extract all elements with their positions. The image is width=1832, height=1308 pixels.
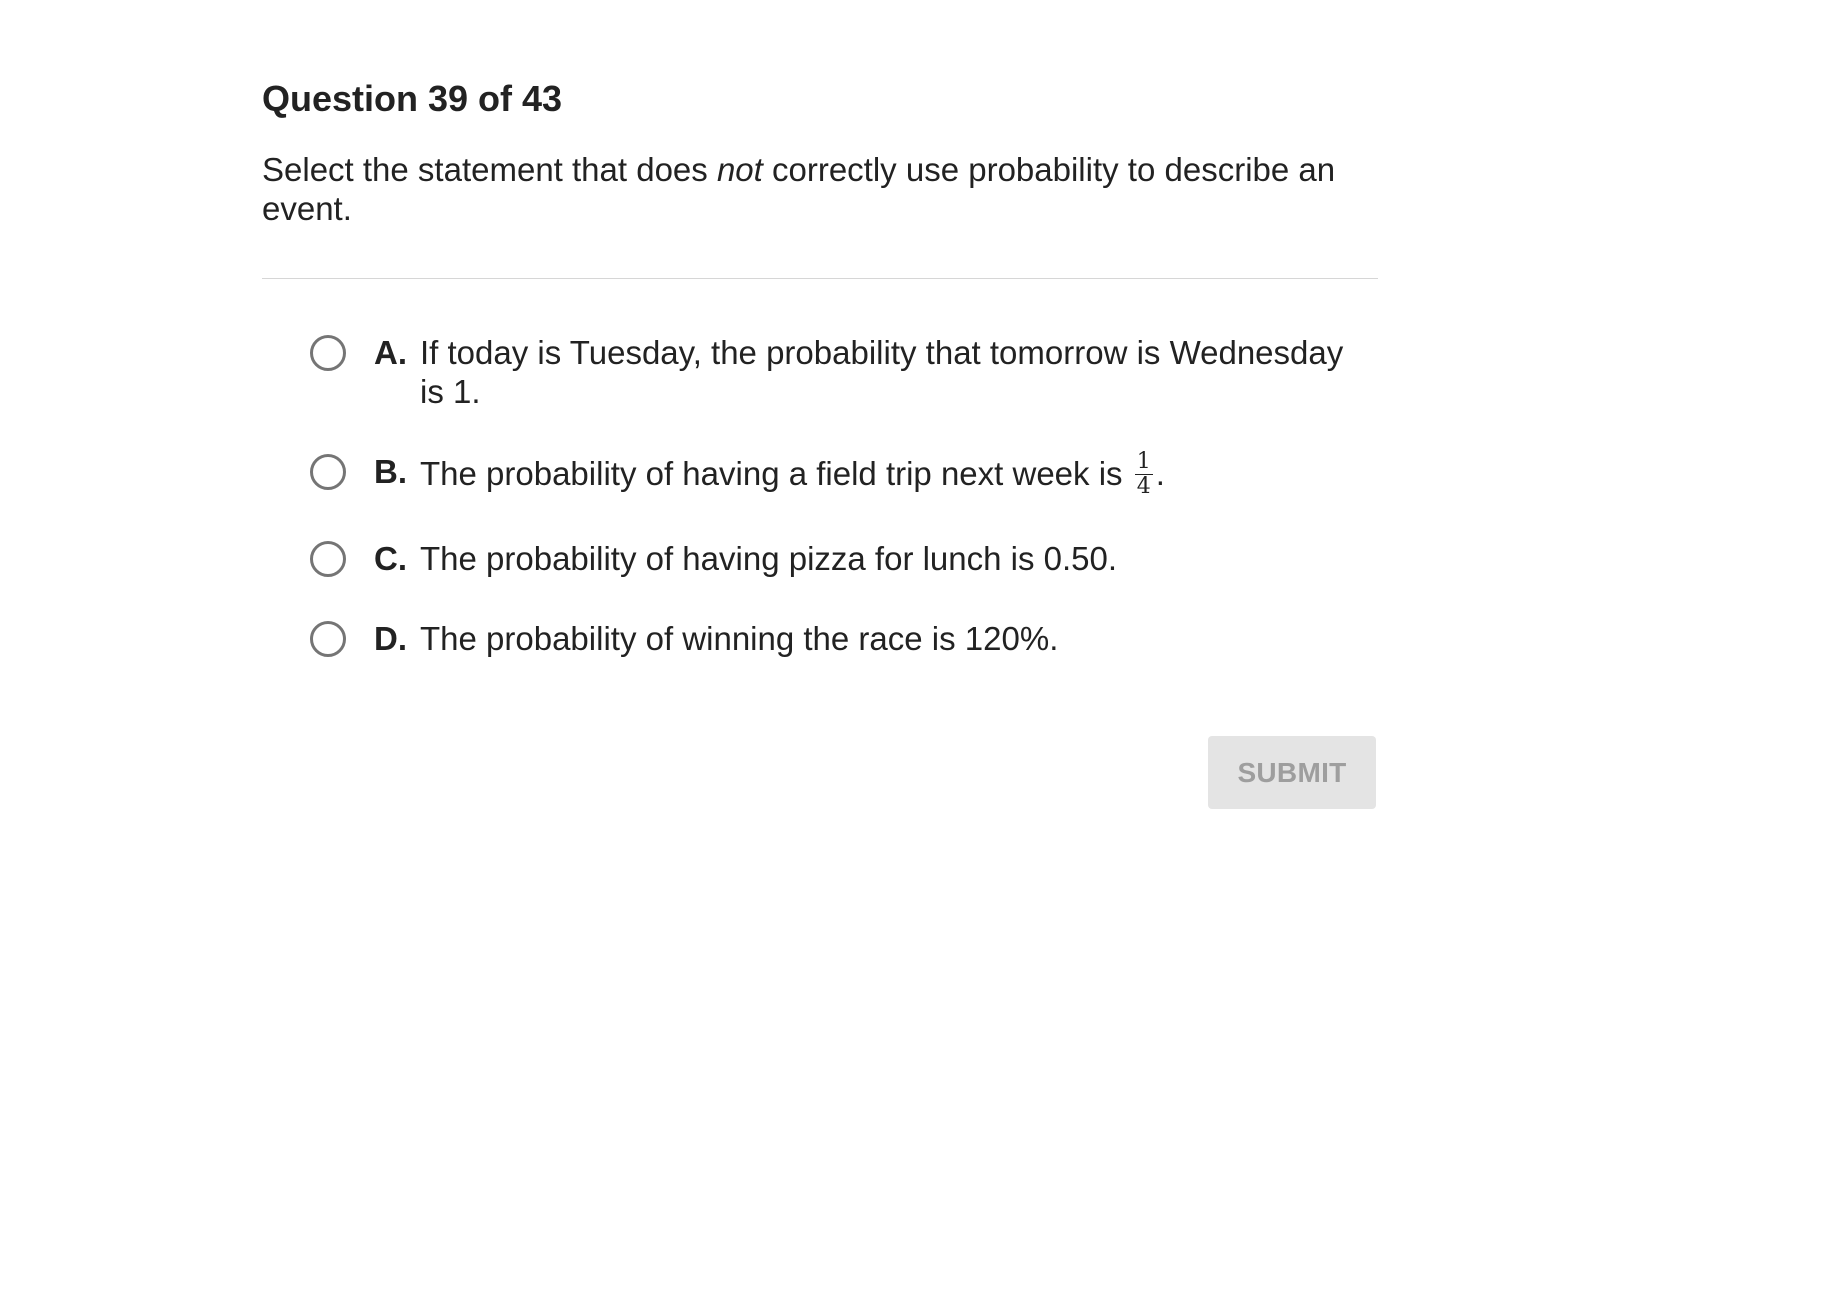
fraction-denominator: 4: [1136, 474, 1151, 499]
divider: [262, 278, 1378, 279]
question-counter: Question 39 of 43: [262, 78, 563, 119]
fraction-numerator: 1: [1136, 449, 1151, 474]
option-text: [420, 449, 1370, 501]
option-text: The probability of winning the race is 120%.: [420, 620, 1059, 657]
option-text-end: .: [1155, 455, 1165, 493]
prompt-text-start: Select the statement that does: [262, 151, 717, 188]
question-panel: [262, 78, 1378, 658]
answer-option-d[interactable]: [310, 619, 1378, 658]
option-letter: A.: [374, 334, 407, 371]
option-text: The probability of having pizza for lunch is 0.50.: [420, 540, 1118, 577]
submit-button[interactable]: SUBMIT: [1208, 736, 1376, 809]
radio-circle-icon[interactable]: [310, 454, 346, 490]
radio-circle-icon[interactable]: [310, 541, 346, 577]
prompt-emphasis: not: [716, 151, 763, 188]
radio-circle-icon[interactable]: [310, 335, 346, 371]
option-text: If today is Tuesday, the probability that tomorrow is Wednesday is 1.: [420, 334, 1344, 410]
option-letter: B.: [374, 453, 407, 490]
option-letter: C.: [374, 540, 407, 577]
option-letter: D.: [374, 620, 407, 657]
fraction: [1135, 450, 1153, 499]
answer-option-a[interactable]: [310, 333, 1378, 411]
option-text-start: The probability of having a field trip next week is: [420, 455, 1132, 493]
answer-options: [310, 333, 1378, 658]
answer-option-b[interactable]: [310, 449, 1378, 501]
answer-option-c[interactable]: [310, 539, 1378, 578]
question-prompt: [262, 150, 1378, 228]
radio-circle-icon[interactable]: [310, 621, 346, 657]
prompt-text-end: correctly use probability to describe an event.: [262, 151, 1336, 227]
